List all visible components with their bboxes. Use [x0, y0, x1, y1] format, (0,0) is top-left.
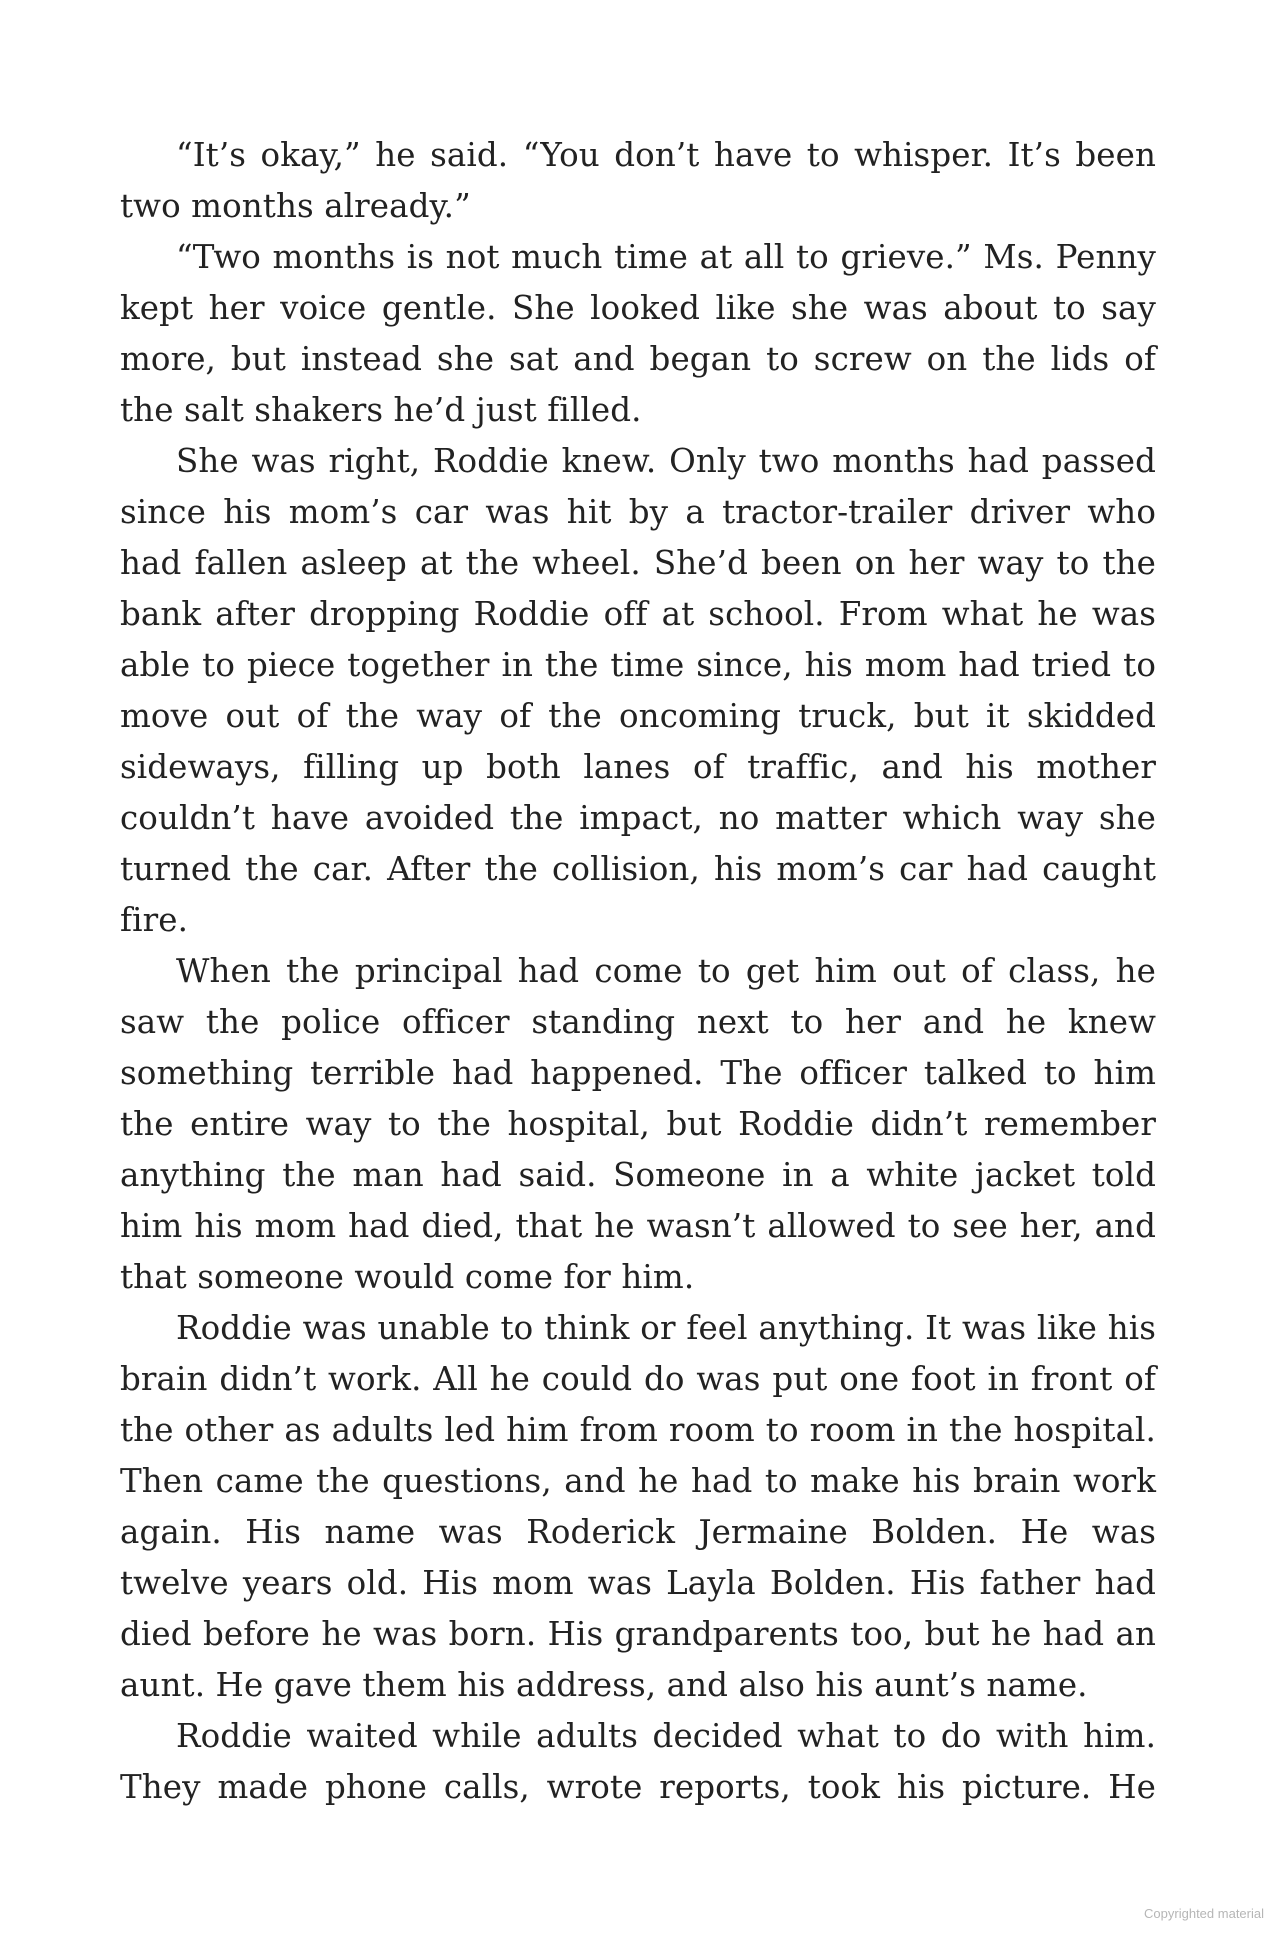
- paragraph-2: “Two months is not much time at all to grieve.” Ms. Penny kept her voice gentle. She looked like she was about to say more, but instead she sat and began to screw on the lids of the salt shakers he’d just filled.: [120, 238, 1156, 429]
- paragraph-4: When the principal had come to get him out of class, he saw the police officer standing next to her and he knew something terrible had happened. The officer talked to him the entire way to the hospital, but Roddie didn’t remember anything the man had said. Someone in a white jacket told him his mom had died, that he wasn’t allowed to see her, and that someone would come for him.: [120, 952, 1156, 1296]
- book-page-text: [120, 130, 1156, 1813]
- copyright-watermark: Copyrighted material: [1144, 1906, 1264, 1921]
- paragraph-3: She was right, Roddie knew. Only two months had passed since his mom’s car was hit by a tractor-trailer driver who had fallen asleep at the wheel. She’d been on her way to the bank after dropping Roddie off at school. From what he was able to piece together in the time since, his mom had tried to move out of the way of the oncoming truck, but it skidded sideways, filling up both lanes of traffic, and his mother couldn’t have avoided the impact, no matter which way she turned the car. After the collision, his mom’s car had caught fire.: [120, 442, 1156, 939]
- paragraph-1: “It’s okay,” he said. “You don’t have to whisper. It’s been two months already.”: [120, 136, 1156, 225]
- paragraph-6: Roddie waited while adults decided what to do with him. They made phone calls, wrote reports, took his picture. He: [120, 1717, 1156, 1806]
- paragraph-5: Roddie was unable to think or feel anything. It was like his brain didn’t work. All he could do was put one foot in front of the other as adults led him from room to room in the hospital. Then came the questions, and he had to make his brain work again. His name was Roderick Jermaine Bolden. He was twelve years old. His mom was Layla Bolden. His father had died before he was born. His grandparents too, but he had an aunt. He gave them his address, and also his aunt’s name.: [120, 1309, 1156, 1704]
